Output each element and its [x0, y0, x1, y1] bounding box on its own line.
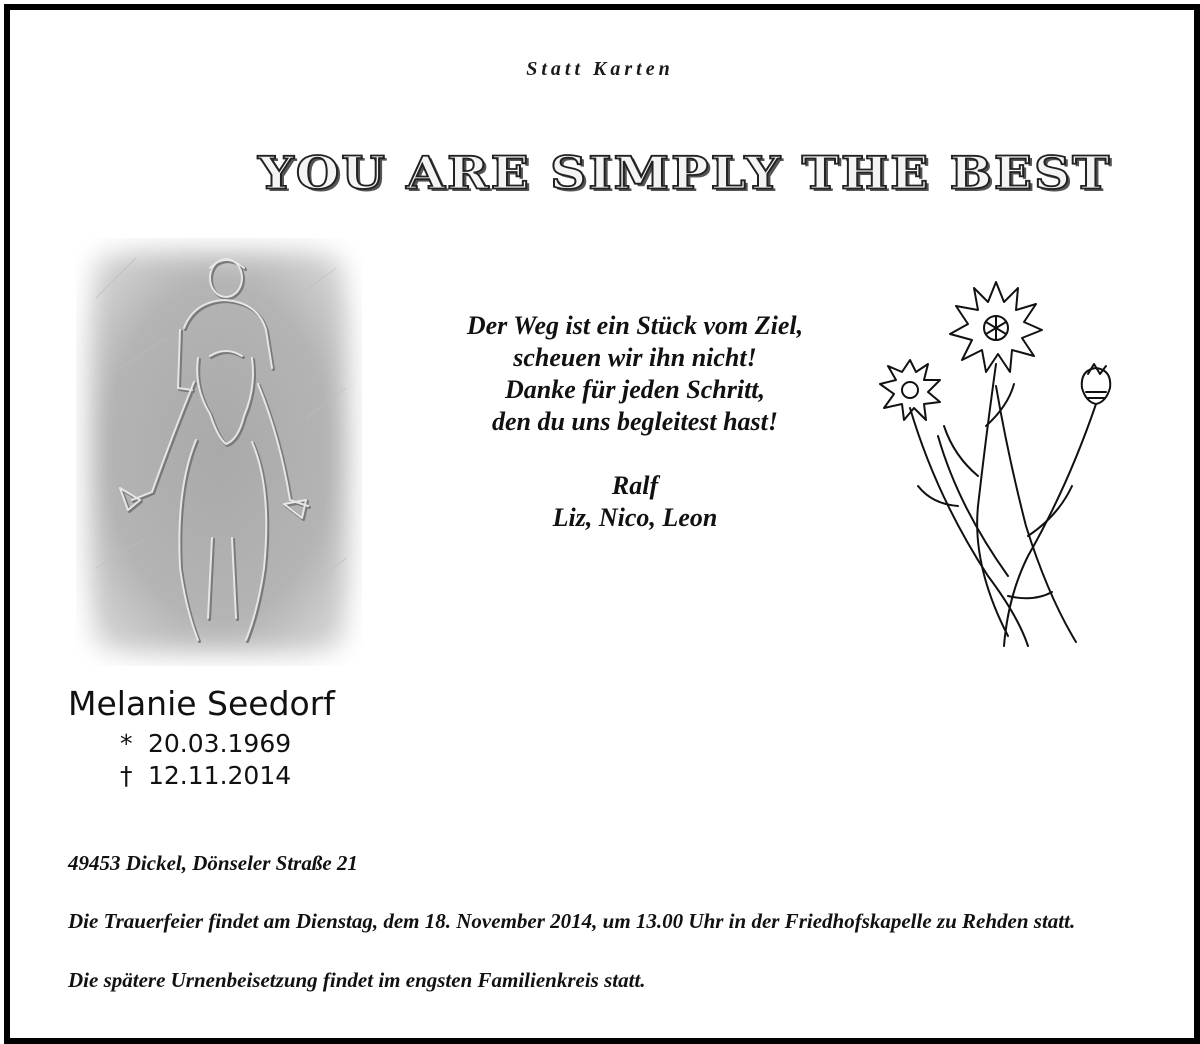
- headline: YOU ARE SIMPLY THE BEST: [258, 146, 1112, 200]
- birth-date: 20.03.1969: [148, 729, 292, 758]
- life-dates: [120, 728, 291, 792]
- poem-line: Danke für jeden Schritt,: [504, 375, 766, 404]
- poem-line: scheuen wir ihn nicht!: [513, 343, 757, 372]
- funeral-notice: Die Trauerfeier findet am Dienstag, dem 18. November 2014, um 13.00 Uhr in der Friedhofskapelle zu Rehden statt.: [68, 909, 1076, 933]
- death-symbol: †: [120, 761, 133, 790]
- urn-notice: Die spätere Urnenbeisetzung findet im engsten Familienkreis statt.: [68, 968, 646, 992]
- address: 49453 Dickel, Dönseler Straße 21: [68, 851, 358, 875]
- poem-spacer: [385, 438, 885, 470]
- deceased-name: Melanie Seedorf: [68, 684, 335, 723]
- death-row: [120, 760, 291, 792]
- statt-karten-label: Statt Karten: [526, 58, 674, 80]
- signature-line: Liz, Nico, Leon: [552, 503, 718, 532]
- birth-symbol: *: [120, 729, 133, 758]
- embossed-rider-photo: [76, 238, 362, 666]
- rider-photo-icon: [76, 238, 362, 666]
- signature-line: Ralf: [611, 471, 659, 500]
- birth-row: [120, 728, 291, 760]
- cornflower-icon: [858, 276, 1118, 656]
- death-date: 12.11.2014: [148, 761, 292, 790]
- poem: [385, 310, 885, 534]
- poem-line: den du uns begleitest hast!: [491, 407, 779, 436]
- poem-line: Der Weg ist ein Stück vom Ziel,: [466, 311, 804, 340]
